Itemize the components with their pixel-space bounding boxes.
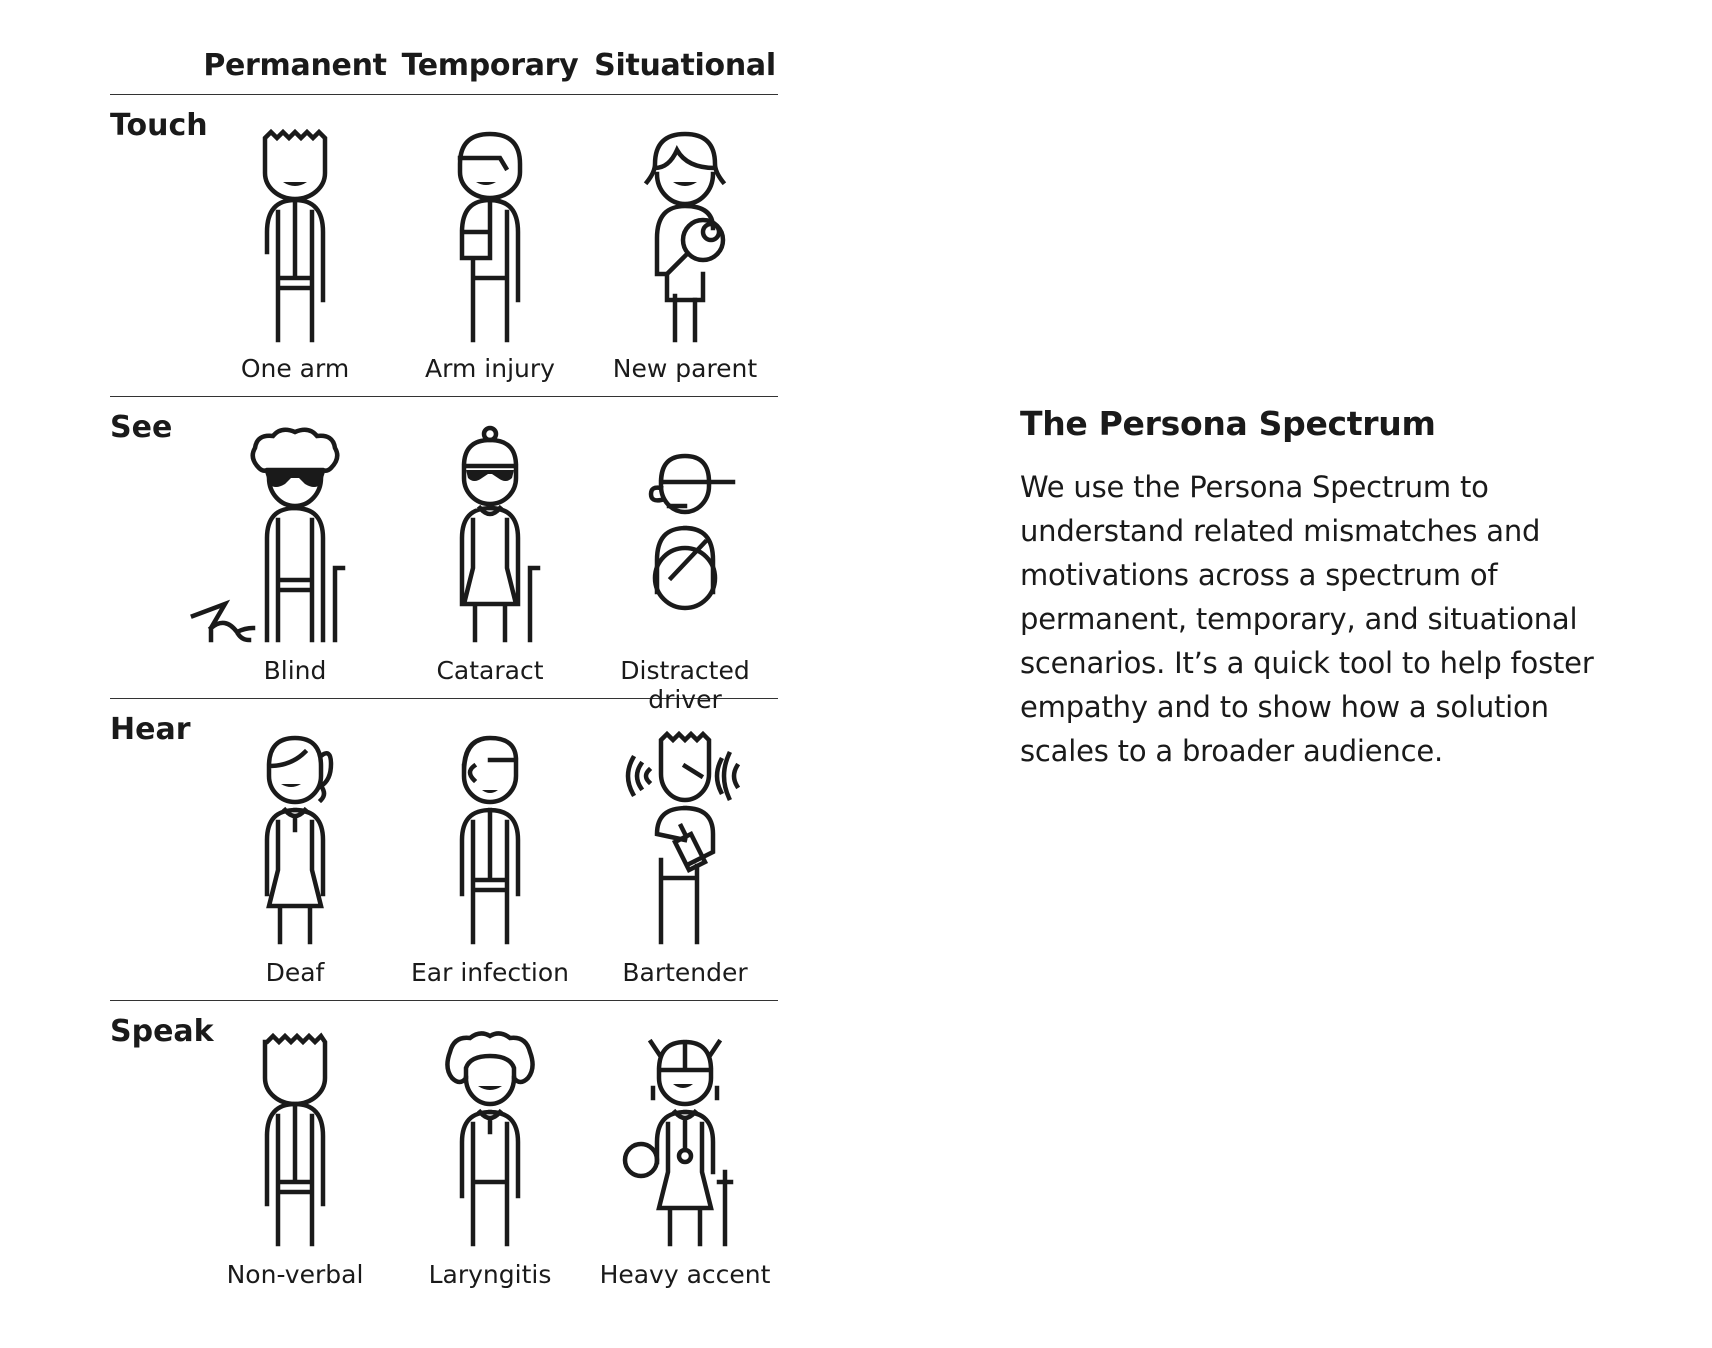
laryngitis-persona-icon xyxy=(430,1032,550,1252)
panel-title: The Persona Spectrum xyxy=(1020,404,1436,443)
persona-caption: One arm xyxy=(240,354,350,383)
column-header-temporary: Temporary xyxy=(401,48,579,83)
panel-body: We use the Persona Spectrum to understand related mismatches and motivations across a spectrum of permanent, temporary, and situational scenarios. It’s a quick tool to help foster empathy and to show how a solution scales to a broader audience. xyxy=(1020,470,1594,768)
blind-persona-icon xyxy=(235,428,355,648)
persona-caption: Heavy accent xyxy=(599,1260,771,1289)
distracted-driver-persona-icon xyxy=(625,428,745,648)
column-header-permanent: Permanent xyxy=(203,48,387,83)
row-label-speak: Speak xyxy=(110,1014,214,1049)
persona-caption: Deaf xyxy=(265,958,325,987)
row-divider xyxy=(110,396,778,397)
one-arm-persona-icon xyxy=(235,128,355,348)
persona-spectrum-grid xyxy=(0,0,800,1348)
persona-caption: New parent xyxy=(612,354,758,383)
persona-caption: Laryngitis xyxy=(428,1260,552,1289)
arm-injury-persona-icon xyxy=(430,128,550,348)
column-header-situational: Situational xyxy=(594,48,776,83)
persona-caption: Distracted driver xyxy=(620,656,750,714)
heavy-accent-persona-icon xyxy=(625,1032,745,1252)
row-label-hear: Hear xyxy=(110,712,191,747)
deaf-persona-icon xyxy=(235,730,355,950)
persona-caption: Non-verbal xyxy=(226,1260,364,1289)
new-parent-persona-icon xyxy=(625,128,745,348)
persona-caption: Bartender xyxy=(622,958,748,987)
row-label-touch: Touch xyxy=(110,108,208,143)
row-label-see: See xyxy=(110,410,173,445)
cataract-persona-icon xyxy=(430,428,550,648)
persona-caption: Blind xyxy=(263,656,327,685)
ear-infection-persona-icon xyxy=(430,730,550,950)
bartender-persona-icon xyxy=(625,730,745,950)
non-verbal-persona-icon xyxy=(235,1032,355,1252)
row-divider xyxy=(110,1000,778,1001)
persona-caption: Cataract xyxy=(436,656,544,685)
persona-caption: Arm injury xyxy=(425,354,555,383)
persona-spectrum-description xyxy=(1020,404,1640,773)
header-divider xyxy=(110,94,778,95)
persona-caption: Ear infection xyxy=(411,958,569,987)
